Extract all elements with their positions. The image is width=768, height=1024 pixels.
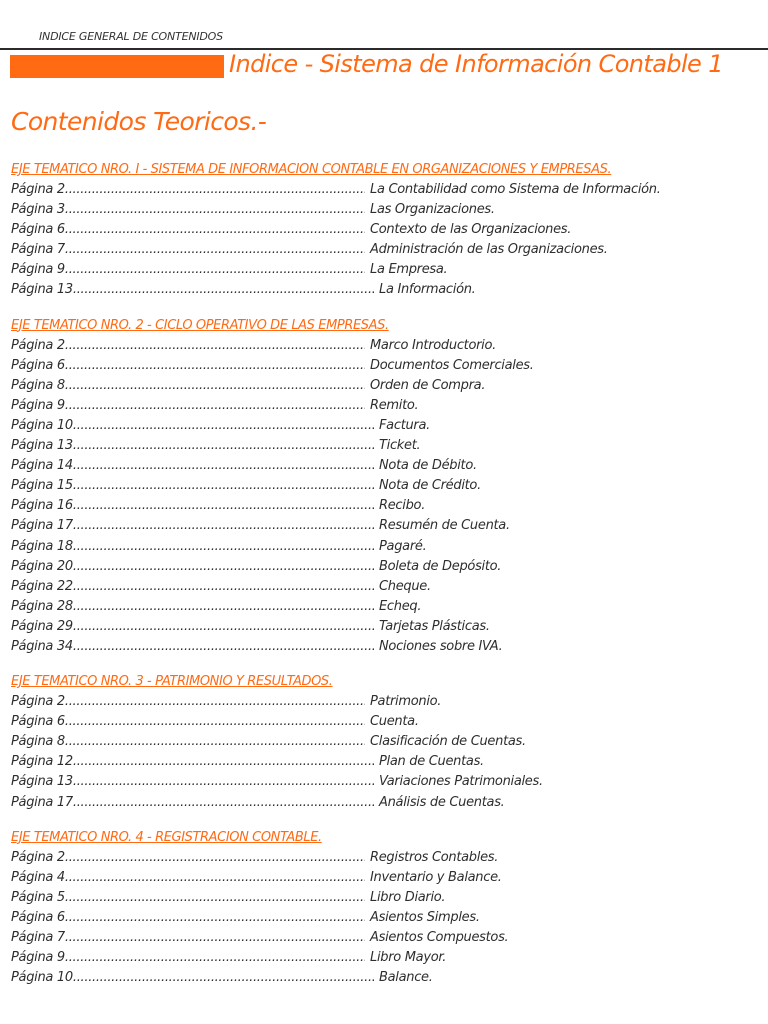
toc-page-number: Página 15 ..... <box>11 476 374 496</box>
toc-page-number: Página 10 ..... <box>11 968 374 988</box>
toc-entry <box>11 712 761 732</box>
running-header: INDICE GENERAL DE CONTENIDOS <box>39 30 223 43</box>
toc-entry <box>11 516 761 536</box>
toc-topic: Patrimonio. <box>370 694 442 710</box>
toc-topic: Resumén de Cuenta. <box>379 518 510 534</box>
toc-entry <box>11 476 761 496</box>
toc-topic: La Empresa. <box>370 262 448 278</box>
toc-topic: Cuenta. <box>370 714 419 730</box>
toc-topic: Registros Contables. <box>370 849 499 865</box>
toc-entry <box>11 848 761 868</box>
title-accent-bar <box>10 55 224 78</box>
toc-page-number: Página 6 ..... <box>11 712 365 732</box>
toc-topic: Nota de Crédito. <box>379 478 481 494</box>
toc-entry <box>11 436 761 456</box>
toc-topic: Balance. <box>379 970 433 986</box>
toc-page-number: Página 6 ..... <box>11 908 365 928</box>
toc-topic: Asientos Simples. <box>370 909 480 925</box>
toc-topic: Cheque. <box>379 578 431 594</box>
toc-page-number: Página 10 ..... <box>11 416 374 436</box>
toc-topic: Nota de Débito. <box>379 458 477 474</box>
toc-entry <box>11 968 761 988</box>
toc-topic: Orden de Compra. <box>370 377 486 393</box>
axis-section <box>11 160 761 301</box>
toc-entry <box>11 868 761 888</box>
toc-topic: Libro Mayor. <box>370 950 447 966</box>
toc-entry <box>11 692 761 712</box>
toc-page-number: Página 13 ..... <box>11 436 374 456</box>
table-of-contents <box>11 160 761 1003</box>
axis-section <box>11 672 761 813</box>
toc-page-number: Página 4 ..... <box>11 868 365 888</box>
toc-page-number: Página 2 ..... <box>11 180 365 200</box>
toc-entry <box>11 416 761 436</box>
toc-entry <box>11 240 761 260</box>
toc-page-number: Página 29 ..... <box>11 617 374 637</box>
toc-topic: Inventario y Balance. <box>370 869 502 885</box>
toc-entry <box>11 280 761 300</box>
toc-page-number: Página 22 ..... <box>11 577 374 597</box>
toc-entry <box>11 948 761 968</box>
toc-page-number: Página 7 ..... <box>11 928 365 948</box>
toc-page-number: Página 7 ..... <box>11 240 365 260</box>
toc-topic: Marco Introductorio. <box>370 337 496 353</box>
toc-topic: Echeq. <box>379 598 422 614</box>
toc-entry <box>11 220 761 240</box>
toc-topic: La Información. <box>379 282 476 298</box>
toc-entry <box>11 732 761 752</box>
toc-entry <box>11 537 761 557</box>
toc-entry <box>11 376 761 396</box>
toc-entry <box>11 597 761 617</box>
toc-entry <box>11 396 761 416</box>
toc-entry <box>11 752 761 772</box>
toc-entry <box>11 577 761 597</box>
toc-topic: Variaciones Patrimoniales. <box>379 774 543 790</box>
toc-topic: Clasificación de Cuentas. <box>370 734 526 750</box>
toc-topic: Documentos Comerciales. <box>370 357 534 373</box>
toc-page-number: Página 9 ..... <box>11 260 365 280</box>
toc-page-number: Página 13 ..... <box>11 772 374 792</box>
toc-page-number: Página 9 ..... <box>11 948 365 968</box>
toc-page-number: Página 34 ..... <box>11 637 374 657</box>
toc-page-number: Página 3 ..... <box>11 200 365 220</box>
toc-entry <box>11 200 761 220</box>
toc-page-number: Página 17 ..... <box>11 793 374 813</box>
toc-entry <box>11 180 761 200</box>
toc-topic: La Contabilidad como Sistema de Información. <box>370 182 661 197</box>
toc-page-number: Página 6 ..... <box>11 356 365 376</box>
toc-topic: Pagaré. <box>379 538 427 554</box>
toc-topic: Nociones sobre IVA. <box>379 638 503 654</box>
axis-section <box>11 316 761 658</box>
toc-entry <box>11 496 761 516</box>
toc-page-number: Página 12 ..... <box>11 752 374 772</box>
toc-entry <box>11 928 761 948</box>
toc-entry <box>11 908 761 928</box>
axis-heading-link[interactable]: EJE TEMATICO NRO. I - SISTEMA DE INFORMACION CONTABLE EN ORGANIZACIONES Y EMPRESAS. <box>11 162 612 177</box>
toc-page-number: Página 2 ..... <box>11 848 365 868</box>
toc-topic: Asientos Compuestos. <box>370 930 509 945</box>
toc-page-number: Página 2 ..... <box>11 692 365 712</box>
toc-page-number: Página 5 ..... <box>11 888 365 908</box>
toc-entry <box>11 888 761 908</box>
toc-entry <box>11 557 761 577</box>
toc-entry <box>11 793 761 813</box>
axis-heading-link[interactable]: EJE TEMATICO NRO. 2 - CICLO OPERATIVO DE LAS EMPRESAS. <box>11 317 389 333</box>
toc-page-number: Página 28 ..... <box>11 597 374 617</box>
toc-entry <box>11 260 761 280</box>
toc-topic: Recibo. <box>379 498 426 514</box>
toc-page-number: Página 20 ..... <box>11 557 374 577</box>
toc-page-number: Página 8 ..... <box>11 376 365 396</box>
toc-page-number: Página 16 ..... <box>11 496 374 516</box>
toc-page-number: Página 6 ..... <box>11 220 365 240</box>
toc-entry <box>11 637 761 657</box>
toc-topic: Plan de Cuentas. <box>379 754 484 770</box>
toc-topic: Factura. <box>379 417 430 433</box>
document-title: Indice - Sistema de Información Contable 1 <box>229 50 723 78</box>
axis-heading-link[interactable]: EJE TEMATICO NRO. 3 - PATRIMONIO Y RESULTADOS. <box>11 674 333 690</box>
toc-topic: Remito. <box>370 397 419 413</box>
toc-topic: Tarjetas Plásticas. <box>379 618 490 634</box>
axis-section <box>11 828 761 989</box>
toc-page-number: Página 9 ..... <box>11 396 365 416</box>
toc-entry <box>11 336 761 356</box>
toc-topic: Libro Diario. <box>370 889 446 905</box>
toc-entry <box>11 456 761 476</box>
toc-entry <box>11 772 761 792</box>
toc-topic: Boleta de Depósito. <box>379 558 502 574</box>
toc-page-number: Página 18 ..... <box>11 537 374 557</box>
toc-topic: Las Organizaciones. <box>370 202 495 218</box>
toc-page-number: Página 14 ..... <box>11 456 374 476</box>
toc-entry <box>11 617 761 637</box>
section-heading: Contenidos Teoricos.- <box>11 107 267 136</box>
toc-page-number: Página 8 ..... <box>11 732 365 752</box>
toc-topic: Administración de las Organizaciones. <box>370 242 608 258</box>
toc-page-number: Página 17 ..... <box>11 516 374 536</box>
toc-topic: Análisis de Cuentas. <box>379 794 505 810</box>
toc-page-number: Página 2 ..... <box>11 336 365 356</box>
toc-page-number: Página 13 ..... <box>11 280 374 300</box>
toc-entry <box>11 356 761 376</box>
axis-heading-link[interactable]: EJE TEMATICO NRO. 4 - REGISTRACION CONTABLE. <box>11 829 322 845</box>
toc-topic: Contexto de las Organizaciones. <box>370 222 572 238</box>
toc-topic: Ticket. <box>379 438 421 454</box>
